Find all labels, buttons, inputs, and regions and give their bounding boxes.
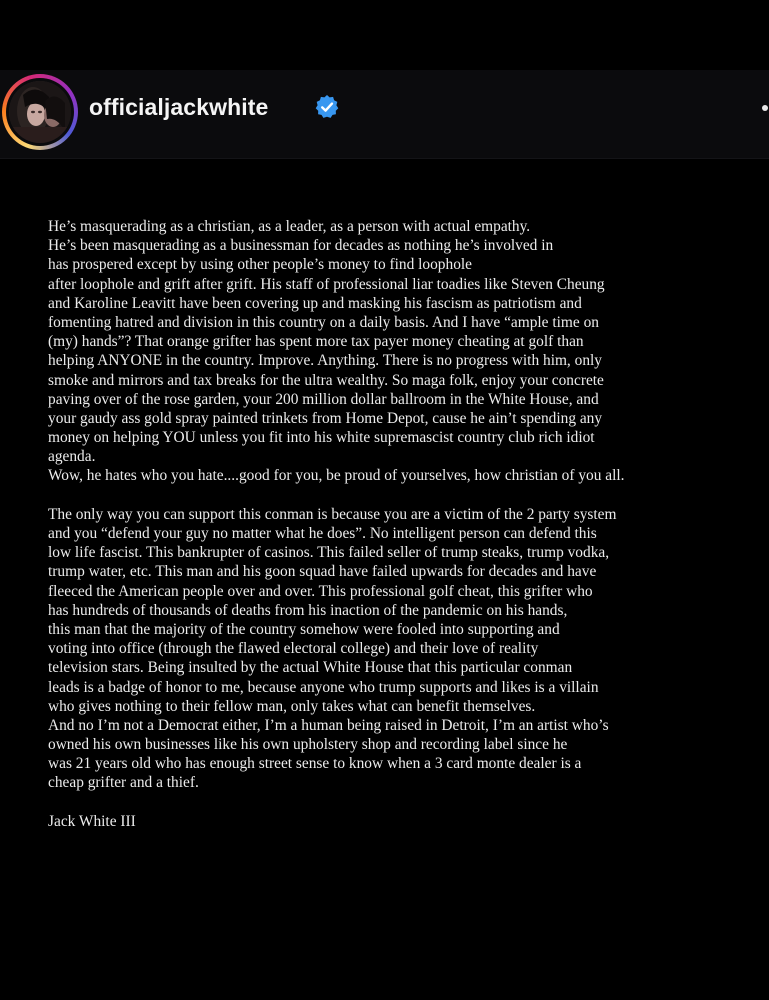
text-line: smoke and mirrors and tax breaks for the ultra wealthy. So maga folk, enjoy your concrete <box>48 371 604 389</box>
avatar[interactable] <box>9 81 71 143</box>
text-line: has hundreds of thousands of deaths from his inaction of the pandemic on his hands, <box>48 601 568 619</box>
text-line: and you “defend your guy no matter what he does”. No intelligent person can defend this <box>48 525 597 542</box>
top-blank-area <box>0 0 769 70</box>
more-options-icon[interactable] <box>762 105 768 111</box>
text-line: And no I’m not a Democrat either, I’m a human being raised in Detroit, I’m an artist who’s <box>48 716 609 734</box>
avatar-frame <box>6 78 74 146</box>
text-line: Wow, he hates who you hate....good for you, be proud of yourselves, how christian of you all. <box>48 467 625 485</box>
text-line: leads is a badge of honor to me, because anyone who trump supports and likes is a villain <box>48 678 599 696</box>
text-line: (my) hands”? That orange grifter has spent more tax payer money cheating at golf than <box>48 333 584 351</box>
text-line: and Karoline Leavitt have been covering up and masking his fascism as patriotism and <box>48 294 582 312</box>
text-line: after loophole and grift after grift. His staff of professional liar toadies like Steven Cheung <box>48 275 605 293</box>
profile-photo <box>9 81 71 143</box>
text-line: fomenting hatred and division in this country on a daily basis. And I have “ample time on <box>48 313 599 331</box>
text-line: money on helping YOU unless you fit into his white supremascist country club rich idiot <box>48 429 595 447</box>
post-text <box>48 217 769 831</box>
text-line: low life fascist. This bankrupter of casinos. This failed seller of trump steaks, trump vodka, <box>48 544 610 562</box>
text-line: agenda. <box>48 448 96 466</box>
paragraph-gap <box>48 793 769 812</box>
text-line: your gaudy ass gold spray painted trinkets from Home Depot, cause he ain’t spending any <box>48 409 603 427</box>
text-line: cheap grifter and a thief. <box>48 774 199 792</box>
post-header <box>0 70 769 159</box>
text-line: paving over of the rose garden, your 200 million dollar ballroom in the White House, and <box>48 390 599 408</box>
text-line: fleeced the American people over and over. This professional golf cheat, this grifter who <box>48 582 593 600</box>
text-line: helping ANYONE in the country. Improve. Anything. There is no progress with him, only <box>48 352 602 370</box>
text-line: He’s been masquerading as a businessman for decades as nothing he’s involved in <box>48 237 554 255</box>
text-line: has prospered except by using other people’s money to find loophole <box>48 256 473 274</box>
paragraph-2 <box>48 505 769 793</box>
text-line: trump water, etc. This man and his goon squad have failed upwards for decades and have <box>48 563 597 581</box>
text-line: this man that the majority of the country somehow were fooled into supporting and <box>48 620 560 638</box>
verified-badge-icon <box>314 94 340 120</box>
text-line: owned his own businesses like his own upholstery shop and recording label since he <box>48 736 568 754</box>
text-line: The only way you can support this conman is because you are a victim of the 2 party system <box>48 505 617 523</box>
signature: Jack White III <box>48 812 136 830</box>
text-line: television stars. Being insulted by the actual White House that this particular conman <box>48 659 573 677</box>
paragraph-1 <box>48 217 769 486</box>
text-line: voting into office (through the flawed electoral college) and their love of reality <box>48 640 539 658</box>
paragraph-gap <box>48 486 769 505</box>
text-line: was 21 years old who has enough street sense to know when a 3 card monte dealer is a <box>48 755 582 773</box>
text-line: He’s masquerading as a christian, as a leader, as a person with actual empathy. <box>48 218 531 235</box>
story-ring[interactable] <box>2 74 78 150</box>
username[interactable]: officialjackwhite <box>89 94 269 120</box>
text-line: who gives nothing to their fellow man, only takes what can benefit themselves. <box>48 697 536 715</box>
